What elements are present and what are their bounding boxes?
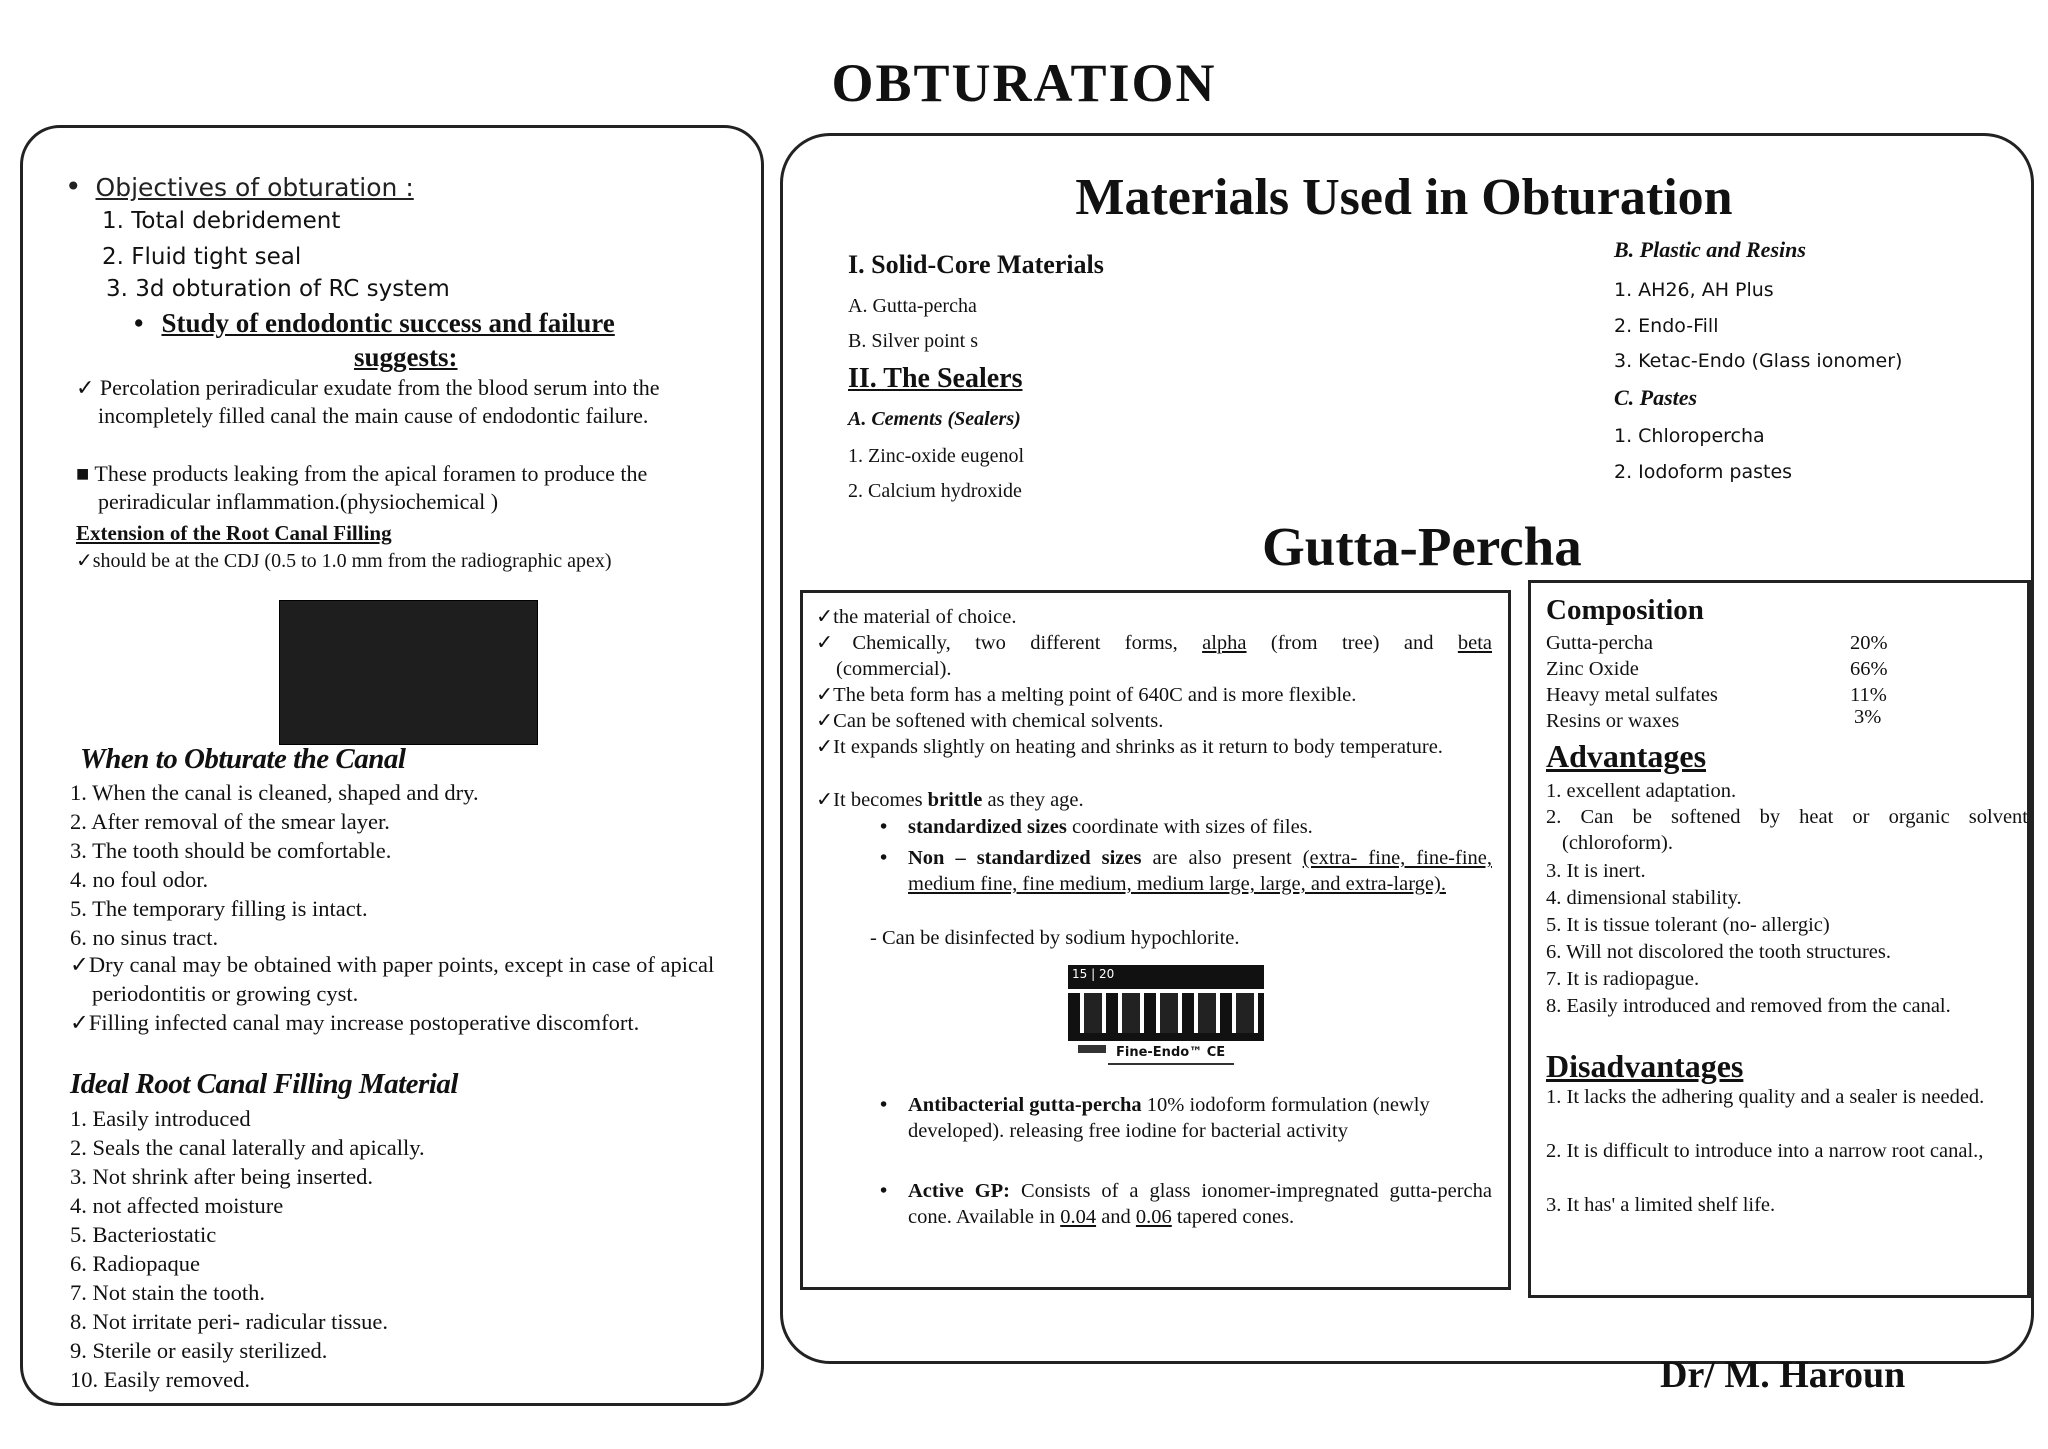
ideal-item: 4. not affected moisture: [70, 1193, 284, 1218]
cone-underline: [1108, 1063, 1234, 1065]
advantages-heading: Advantages: [1546, 738, 1707, 774]
composition-value: 3%: [1854, 706, 1882, 728]
cone-brand-label: Fine-Endo™ CE: [1116, 1045, 1226, 1060]
plastic-item: 3. Ketac-Endo (Glass ionomer): [1614, 350, 1903, 372]
ideal-heading: Ideal Root Canal Filling Material: [70, 1068, 458, 1100]
dry-canal-text: ✓Dry canal may be obtained with paper points, except in case of apical periodontitis or growing cyst.: [70, 952, 715, 1006]
page-title: OBTURATION: [831, 53, 1217, 113]
composition-name: Heavy metal sulfates: [1546, 684, 1718, 706]
pastes-heading: C. Pastes: [1614, 385, 1698, 410]
objective-item: 1. Total debridement: [102, 208, 341, 234]
composition-heading: Composition: [1546, 594, 1704, 626]
cements-heading: A. Cements (Sealers): [848, 408, 1021, 430]
advantage-item: 7. It is radiopague.: [1546, 968, 1700, 990]
objective-item: 2. Fluid tight seal: [102, 244, 302, 270]
advantage-item: 6. Will not discolored the tooth structures.: [1546, 941, 1891, 963]
ideal-item: 9. Sterile or easily sterilized.: [70, 1338, 328, 1363]
gp-item: ✓It expands slightly on heating and shrinks as it return to body temperature.: [816, 736, 1443, 758]
extension-text: ✓should be at the CDJ (0.5 to 1.0 mm from the radiographic apex): [76, 550, 612, 572]
composition-name: Zinc Oxide: [1546, 658, 1639, 680]
composition-value: 66%: [1850, 658, 1888, 680]
when-heading: When to Obturate the Canal: [80, 743, 406, 775]
advantage-item: 5. It is tissue tolerant (no- allergic): [1546, 914, 1830, 936]
plastic-item: 1. AH26, AH Plus: [1614, 279, 1774, 301]
gp-item: ✓Can be softened with chemical solvents.: [816, 710, 1164, 732]
plastic-item: 2. Endo-Fill: [1614, 315, 1719, 337]
study-heading-suggests: suggests:: [354, 342, 458, 372]
cone-size-label: 15 | 20: [1072, 967, 1115, 981]
advantage-item: 1. excellent adaptation.: [1546, 780, 1737, 802]
advantage-item: 2. Can be softened by heat or organic solvent (chloroform).: [1546, 806, 2028, 854]
advantage-item: 8. Easily introduced and removed from the canal.: [1546, 995, 1951, 1017]
composition-value: 11%: [1850, 684, 1887, 706]
gp-item: ✓The beta form has a melting point of 640C and is more flexible.: [816, 684, 1357, 706]
cone-logo-mark: [1078, 1045, 1106, 1053]
ideal-item: 7. Not stain the tooth.: [70, 1280, 265, 1305]
ideal-item: 6. Radiopaque: [70, 1251, 200, 1276]
when-item: 4. no foul odor.: [70, 867, 209, 892]
radiograph-image: [279, 600, 538, 745]
objectives-heading: • Objectives of obturation :: [65, 170, 414, 203]
gp-item: (commercial).: [836, 658, 952, 680]
extension-heading: Extension of the Root Canal Filling: [76, 521, 392, 545]
ideal-item: 3. Not shrink after being inserted.: [70, 1164, 374, 1189]
percolation-text: ✓ Percolation periradicular exudate from the blood serum into the incompletely filled canal the main cause of endodontic failure.: [76, 375, 660, 428]
cements-item: 2. Calcium hydroxide: [848, 480, 1022, 502]
gutta-percha-cone-image: [1068, 965, 1264, 1069]
disadvantage-item: 1. It lacks the adhering quality and a sealer is needed.: [1546, 1086, 1985, 1108]
solid-core-item: B. Silver point s: [848, 330, 979, 352]
advantage-item: 4. dimensional stability.: [1546, 887, 1742, 909]
gutta-percha-heading: Gutta-Percha: [1262, 516, 1582, 577]
gp-item: ✓the material of choice.: [816, 606, 1017, 628]
cone-strip-bottom: [1068, 1033, 1264, 1041]
ideal-item: 2. Seals the canal laterally and apically.: [70, 1135, 425, 1160]
pastes-item: 2. Iodoform pastes: [1614, 461, 1793, 483]
when-item: 3. The tooth should be comfortable.: [70, 838, 392, 863]
filling-infected-text: ✓Filling infected canal may increase postoperative discomfort.: [70, 1010, 640, 1035]
composition-name: Gutta-percha: [1546, 632, 1653, 654]
ideal-item: 5. Bacteriostatic: [70, 1222, 217, 1247]
gp-item: ✓It becomes brittle as they age.: [816, 789, 1084, 811]
when-item: 2. After removal of the smear layer.: [70, 809, 390, 834]
ideal-item: 10. Easily removed.: [70, 1367, 250, 1392]
cone-bars: [1068, 993, 1264, 1033]
products-text: ■ These products leaking from the apical foramen to produce the periradicular inflammation.(physiochemical ): [76, 461, 648, 514]
materials-heading: Materials Used in Obturation: [1075, 169, 1733, 226]
disadvantage-item: 3. It has' a limited shelf life.: [1546, 1194, 1776, 1216]
objective-item: 3. 3d obturation of RC system: [106, 276, 450, 302]
plastic-heading: B. Plastic and Resins: [1614, 237, 1806, 262]
gp-item: ✓Chemically, two different forms, alpha (from tree) and beta: [816, 632, 1493, 654]
composition-name: Resins or waxes: [1546, 710, 1680, 732]
gp-item: - Can be disinfected by sodium hypochlorite.: [870, 927, 1240, 949]
gp-bullet: • Non – standardized sizes are also present (extra- fine, fine-fine, medium fine, fine medium, medium large, large, and extra-large).: [880, 847, 1492, 895]
when-item: 5. The temporary filling is intact.: [70, 896, 368, 921]
disadvantages-heading: Disadvantages: [1546, 1048, 1744, 1084]
gp-bullet: • standardized sizes coordinate with sizes of files.: [880, 816, 1313, 838]
solid-core-item: A. Gutta-percha: [848, 295, 977, 317]
composition-value: 20%: [1850, 632, 1888, 654]
ideal-item: 1. Easily introduced: [70, 1106, 251, 1131]
gp-bullet: • Active GP: Consists of a glass ionomer-impregnated gutta-percha cone. Available in 0.04 and 0.06 tapered cones.: [880, 1180, 1492, 1228]
solid-core-heading: I. Solid-Core Materials: [848, 250, 1104, 279]
pastes-item: 1. Chloropercha: [1614, 425, 1765, 447]
when-item: 6. no sinus tract.: [70, 925, 219, 950]
study-heading: • Study of endodontic success and failure: [134, 308, 615, 338]
gp-bullet: • Antibacterial gutta-percha 10% iodoform formulation (newly developed). releasing free iodine for bacterial activity: [880, 1094, 1430, 1142]
ideal-item: 8. Not irritate peri- radicular tissue.: [70, 1309, 389, 1334]
sealers-heading: II. The Sealers: [848, 363, 1023, 394]
disadvantage-item: 2. It is difficult to introduce into a narrow root canal.,: [1546, 1140, 1984, 1162]
advantage-item: 3. It is inert.: [1546, 860, 1646, 882]
when-item: 1. When the canal is cleaned, shaped and dry.: [70, 780, 479, 805]
cements-item: 1. Zinc-oxide eugenol: [848, 445, 1025, 467]
author-signature: Dr/ M. Haroun: [1660, 1354, 1906, 1396]
